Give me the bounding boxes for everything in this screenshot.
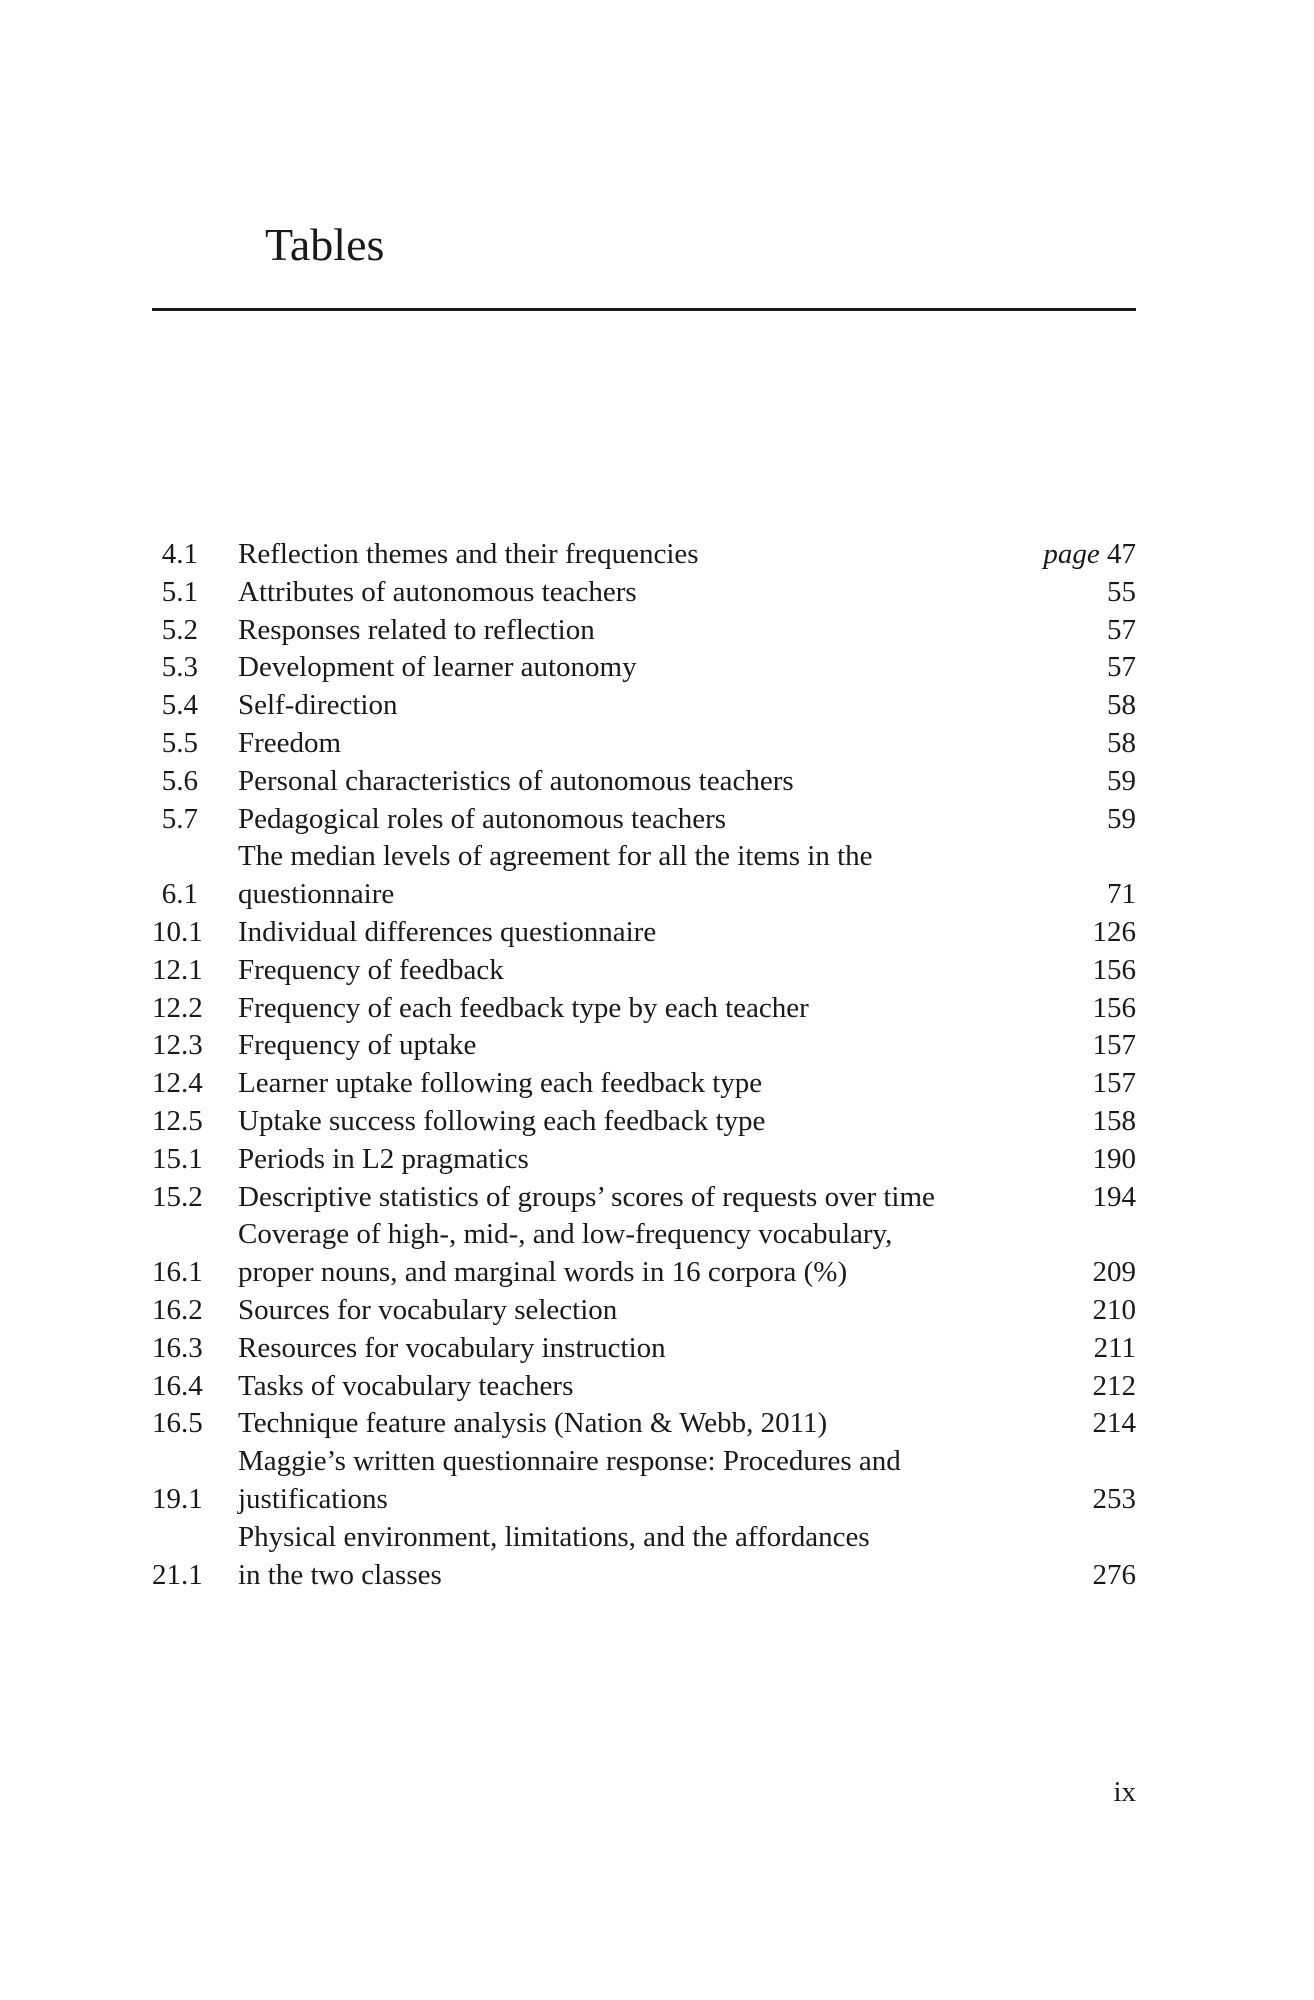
table-title-line: in the two classes bbox=[238, 1558, 442, 1591]
page-number-value: 158 bbox=[1092, 1104, 1136, 1137]
table-number: 12.4 bbox=[152, 1067, 203, 1100]
table-title-line: Coverage of high-, mid-, and low-frequency vocabulary, bbox=[238, 1218, 893, 1251]
toc-entry bbox=[152, 612, 1136, 650]
page-reference bbox=[1093, 1065, 1137, 1103]
page-number-value: 194 bbox=[1092, 1180, 1136, 1213]
table-title bbox=[198, 649, 1107, 687]
table-number: 5.5 bbox=[161, 726, 198, 759]
table-title bbox=[198, 1368, 1093, 1406]
page-reference bbox=[1093, 1557, 1137, 1595]
page-number-value: 276 bbox=[1092, 1558, 1136, 1591]
page-reference bbox=[1093, 1027, 1137, 1065]
table-title-line: Uptake success following each feedback type bbox=[238, 1104, 766, 1137]
page-number-value: 156 bbox=[1092, 991, 1136, 1024]
table-title bbox=[198, 612, 1107, 650]
page-reference bbox=[1093, 1368, 1137, 1406]
table-title bbox=[198, 763, 1107, 801]
toc-entry bbox=[152, 536, 1136, 574]
page-number-value: 58 bbox=[1107, 726, 1136, 759]
toc-entry bbox=[152, 914, 1136, 952]
toc-entry bbox=[152, 1292, 1136, 1330]
toc-entry bbox=[152, 801, 1136, 839]
table-number: 5.3 bbox=[161, 651, 198, 684]
table-title-line: Resources for vocabulary instruction bbox=[238, 1331, 666, 1364]
page-number-value: 126 bbox=[1092, 915, 1136, 948]
table-title bbox=[198, 1519, 1093, 1595]
page-reference bbox=[1093, 1179, 1137, 1217]
page-reference bbox=[1107, 612, 1136, 650]
page-reference bbox=[1094, 1330, 1136, 1368]
table-title bbox=[198, 1443, 1093, 1519]
table-number: 5.4 bbox=[161, 689, 198, 722]
table-title bbox=[198, 914, 1093, 952]
page-prefix: page bbox=[1043, 538, 1100, 570]
page-reference bbox=[1107, 876, 1136, 914]
table-number: 6.1 bbox=[161, 878, 198, 911]
table-title-line: Technique feature analysis (Nation & Webb, 2011) bbox=[238, 1407, 828, 1440]
page-reference bbox=[1093, 1141, 1137, 1179]
table-number: 5.6 bbox=[161, 764, 198, 797]
toc-entry bbox=[152, 1368, 1136, 1406]
toc-entry bbox=[152, 1519, 1136, 1595]
toc-entry bbox=[152, 990, 1136, 1028]
page-number-value: 211 bbox=[1093, 1331, 1136, 1364]
table-title-line: justifications bbox=[238, 1482, 388, 1515]
page-number-value: 214 bbox=[1092, 1407, 1136, 1440]
table-title bbox=[198, 1405, 1093, 1443]
table-title bbox=[198, 801, 1107, 839]
table-title-line: Sources for vocabulary selection bbox=[238, 1293, 618, 1326]
table-title bbox=[198, 1027, 1093, 1065]
title-rule bbox=[152, 308, 1136, 311]
page-number-value: 209 bbox=[1092, 1256, 1136, 1289]
page-reference bbox=[1093, 990, 1137, 1028]
page-reference bbox=[1093, 1103, 1137, 1141]
table-title bbox=[198, 1330, 1094, 1368]
table-title-line: Self-direction bbox=[238, 689, 398, 722]
page-reference bbox=[1107, 763, 1136, 801]
page-reference bbox=[1093, 1292, 1137, 1330]
page-number-value: 253 bbox=[1092, 1482, 1136, 1515]
toc-entry bbox=[152, 1179, 1136, 1217]
page-number-value: 58 bbox=[1107, 689, 1136, 722]
table-number: 16.5 bbox=[152, 1407, 203, 1440]
table-title-line: Frequency of feedback bbox=[238, 953, 504, 986]
page-number-value: 157 bbox=[1092, 1029, 1136, 1062]
page-number-value: 157 bbox=[1092, 1067, 1136, 1100]
tables-list bbox=[152, 536, 1136, 1594]
table-title bbox=[198, 1292, 1093, 1330]
page-reference bbox=[1043, 536, 1136, 574]
table-title bbox=[198, 1141, 1093, 1179]
table-number: 10.1 bbox=[152, 915, 203, 948]
table-number: 12.1 bbox=[152, 953, 203, 986]
page-number-value: 156 bbox=[1092, 953, 1136, 986]
table-title bbox=[198, 1103, 1093, 1141]
table-number: 19.1 bbox=[152, 1482, 203, 1515]
page-reference bbox=[1093, 1254, 1137, 1292]
table-number: 15.2 bbox=[152, 1180, 203, 1213]
page-number-value: 47 bbox=[1107, 538, 1136, 570]
table-title-line: Learner uptake following each feedback type bbox=[238, 1067, 763, 1100]
table-title-line: Frequency of uptake bbox=[238, 1029, 477, 1062]
table-title bbox=[198, 990, 1093, 1028]
page-number-value: 71 bbox=[1107, 878, 1136, 911]
table-title-line: Physical environment, limitations, and the affordances bbox=[238, 1520, 870, 1553]
page-reference bbox=[1107, 649, 1136, 687]
table-title bbox=[198, 725, 1107, 763]
table-number: 16.4 bbox=[152, 1369, 203, 1402]
page-number-value: 212 bbox=[1092, 1369, 1136, 1402]
toc-entry bbox=[152, 838, 1136, 914]
page-reference bbox=[1107, 574, 1136, 612]
page-number: ix bbox=[1113, 1776, 1136, 1808]
toc-entry bbox=[152, 687, 1136, 725]
page-number-value: 57 bbox=[1107, 651, 1136, 684]
table-title-line: questionnaire bbox=[238, 878, 395, 911]
table-title-line: Reflection themes and their frequencies bbox=[238, 538, 699, 570]
page-number-value: 210 bbox=[1092, 1293, 1136, 1326]
table-number: 12.5 bbox=[152, 1104, 203, 1137]
page-title: Tables bbox=[265, 219, 385, 270]
table-number: 16.2 bbox=[152, 1293, 203, 1326]
table-title-line: Responses related to reflection bbox=[238, 613, 595, 646]
table-number: 16.3 bbox=[152, 1331, 203, 1364]
page-reference bbox=[1093, 1481, 1137, 1519]
page-reference bbox=[1107, 687, 1136, 725]
page-reference bbox=[1107, 725, 1136, 763]
page-number-value: 59 bbox=[1107, 764, 1136, 797]
table-title bbox=[198, 687, 1107, 725]
toc-entry bbox=[152, 574, 1136, 612]
table-number: 16.1 bbox=[152, 1256, 203, 1289]
toc-entry bbox=[152, 725, 1136, 763]
toc-entry bbox=[152, 1065, 1136, 1103]
page-number-value: 59 bbox=[1107, 802, 1136, 835]
table-title-line: The median levels of agreement for all the items in the bbox=[238, 840, 873, 873]
table-title bbox=[198, 952, 1093, 990]
toc-entry bbox=[152, 763, 1136, 801]
table-title-line: Individual differences questionnaire bbox=[238, 915, 657, 948]
page-reference bbox=[1093, 952, 1137, 990]
page-reference bbox=[1107, 801, 1136, 839]
toc-entry bbox=[152, 1216, 1136, 1292]
table-number: 5.7 bbox=[161, 802, 198, 835]
table-title-line: Attributes of autonomous teachers bbox=[238, 575, 637, 608]
table-title-line: Development of learner autonomy bbox=[238, 651, 637, 684]
toc-entry bbox=[152, 649, 1136, 687]
table-title bbox=[198, 1179, 1093, 1217]
table-title-line: Descriptive statistics of groups’ scores of requests over time bbox=[238, 1180, 935, 1213]
table-title-line: Pedagogical roles of autonomous teachers bbox=[238, 802, 727, 835]
page-number-value: 57 bbox=[1107, 613, 1136, 646]
table-number: 15.1 bbox=[152, 1142, 203, 1175]
table-number: 5.1 bbox=[161, 575, 198, 608]
table-number: 12.2 bbox=[152, 991, 203, 1024]
table-number: 12.3 bbox=[152, 1029, 203, 1062]
table-title-line: Personal characteristics of autonomous teachers bbox=[238, 764, 794, 797]
toc-entry bbox=[152, 1443, 1136, 1519]
page-number-value: 55 bbox=[1107, 575, 1136, 608]
page-reference bbox=[1093, 914, 1137, 952]
table-title bbox=[198, 1216, 1093, 1292]
table-title bbox=[198, 838, 1107, 914]
table-title-line: Freedom bbox=[238, 726, 342, 759]
table-title-line: Tasks of vocabulary teachers bbox=[238, 1369, 574, 1402]
table-title bbox=[198, 574, 1107, 612]
toc-entry bbox=[152, 1330, 1136, 1368]
toc-entry bbox=[152, 1027, 1136, 1065]
toc-entry bbox=[152, 1141, 1136, 1179]
page-number-value: 190 bbox=[1092, 1142, 1136, 1175]
toc-entry bbox=[152, 1405, 1136, 1443]
page-reference bbox=[1093, 1405, 1137, 1443]
table-title bbox=[198, 1065, 1093, 1103]
table-title bbox=[198, 536, 1043, 574]
table-number: 5.2 bbox=[161, 613, 198, 646]
table-number: 4.1 bbox=[161, 538, 198, 570]
toc-entry bbox=[152, 952, 1136, 990]
toc-entry bbox=[152, 1103, 1136, 1141]
table-number: 21.1 bbox=[152, 1558, 203, 1591]
table-title-line: Maggie’s written questionnaire response: Procedures and bbox=[238, 1445, 901, 1478]
table-title-line: Frequency of each feedback type by each teacher bbox=[238, 991, 809, 1024]
table-title-line: proper nouns, and marginal words in 16 corpora (%) bbox=[238, 1256, 848, 1289]
table-title-line: Periods in L2 pragmatics bbox=[238, 1142, 529, 1175]
